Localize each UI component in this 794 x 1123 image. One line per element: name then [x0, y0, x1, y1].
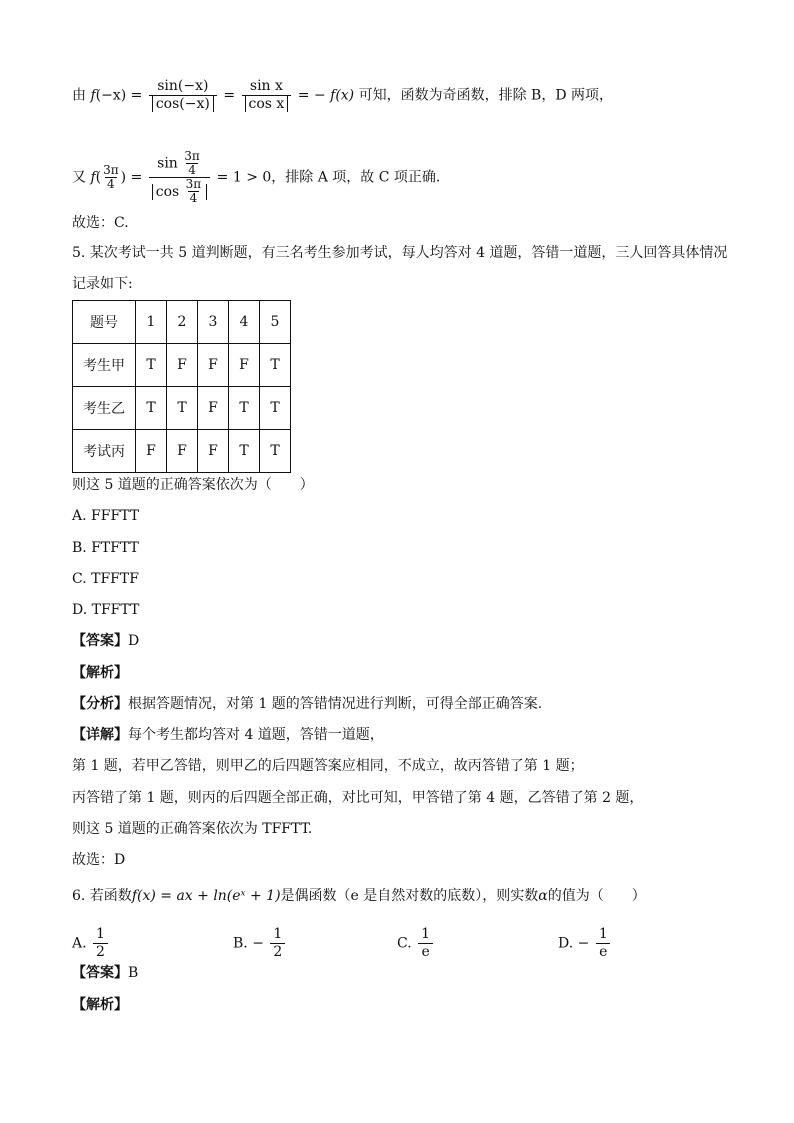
- q6-prefix: 6. 若函数: [72, 888, 132, 904]
- table-cell: T: [260, 387, 291, 430]
- q6-suffix: 的值为（ ）: [547, 888, 646, 904]
- math-paren: (: [95, 169, 102, 186]
- table-cell: 考试丙: [73, 430, 136, 473]
- math-eq: =: [223, 87, 236, 104]
- fraction: $\frac{1}{2}$: [270, 926, 285, 961]
- table-cell: 4: [229, 301, 260, 344]
- table-cell: 5: [260, 301, 291, 344]
- table-row: [73, 387, 291, 430]
- equation-line-f-3pi-4: [72, 150, 440, 205]
- table-cell: T: [136, 344, 167, 387]
- q5-fenxi: [72, 694, 542, 714]
- math-f: f: [90, 169, 96, 186]
- q5-detail-3: 则这 5 道题的正确答案依次为 TFFTT.: [72, 821, 313, 837]
- table-cell: F: [167, 344, 198, 387]
- math-fx: f(x): [330, 87, 355, 104]
- table-cell: T: [229, 387, 260, 430]
- fraction-sin-cos-3pi4: [149, 150, 210, 205]
- table-header-row: [73, 301, 291, 344]
- fraction: $\frac{1}{e}$: [418, 926, 433, 961]
- fraction-numerator: sin $\frac{3\pi}{4}$: [157, 149, 200, 177]
- xiangjie-label: 【详解】: [72, 727, 128, 743]
- answer-label: 【答案】: [72, 965, 128, 981]
- fraction-denominator: cos(−x): [152, 96, 214, 112]
- fraction: $\frac{1}{e}$: [596, 926, 611, 961]
- math-eq-neg: = −: [297, 87, 326, 104]
- table-cell: T: [260, 344, 291, 387]
- math-f: f: [90, 87, 96, 104]
- fraction-3pi-4: $\frac{3\pi}{4}$: [103, 163, 119, 191]
- math-eq-result: = 1 > 0: [216, 169, 272, 186]
- table-cell: F: [198, 344, 229, 387]
- q5-detail-1: 第 1 题，若甲乙答错，则甲乙的后四题答案应相同，不成立，故丙答错了第 1 题；: [72, 758, 584, 774]
- q5-option-c: C. TFFTF: [72, 571, 139, 587]
- q5-choice: 故选：D: [72, 852, 126, 868]
- fraction-sin-over-cos: [242, 78, 292, 113]
- text-conclusion: 可知，函数为奇函数，排除 B，D 两项，: [358, 87, 614, 104]
- q4-choice: 故选：C.: [72, 215, 129, 231]
- q6-analysis-label: 【解析】: [72, 997, 128, 1013]
- math-paren: ): [120, 169, 127, 186]
- math-arg: (−x): [95, 87, 127, 104]
- answer-value: D: [128, 633, 140, 649]
- table-cell: 2: [167, 301, 198, 344]
- q6-stem: [72, 886, 646, 906]
- answer-label: 【答案】: [72, 633, 128, 649]
- math-eq: =: [130, 87, 143, 104]
- q5-detail-2: 丙答错了第 1 题，则丙的后四题全部正确，对比可知，甲答错了第 4 题，乙答错了第 2 题，: [72, 790, 644, 806]
- table-cell: F: [198, 430, 229, 473]
- answer-table: [72, 300, 291, 473]
- q5-question: 则这 5 道题的正确答案依次为（ ）: [72, 477, 314, 493]
- q6-answer: [72, 963, 138, 983]
- table-cell: 考生乙: [73, 387, 136, 430]
- q6-option-d: D. − $\frac{1}{e}$: [558, 926, 613, 961]
- table-cell: F: [136, 430, 167, 473]
- table-cell: F: [229, 344, 260, 387]
- table-cell: T: [229, 430, 260, 473]
- text-conclusion: ，排除 A 项，故 C 项正确.: [271, 169, 441, 186]
- q6-option-b: B. − $\frac{1}{2}$: [233, 926, 287, 961]
- text-you: 又: [72, 169, 86, 186]
- fraction-sin-over-cos-neg: [149, 78, 217, 113]
- q5-analysis-label: 【解析】: [72, 665, 128, 681]
- fraction-numerator: sin x: [249, 78, 283, 94]
- q5-xiangjie: [72, 725, 384, 745]
- q5-option-a: A. FFFTT: [72, 508, 140, 524]
- q5-stem-line1: 5. 某次考试一共 5 道判断题，有三名考生参加考试，每人均答对 4 道题，答错一道题，三人回答具体情况: [72, 245, 728, 261]
- table-cell: 1: [136, 301, 167, 344]
- math-eq: =: [130, 169, 143, 186]
- q6-option-c: C. $\frac{1}{e}$: [397, 926, 435, 961]
- fraction: $\frac{1}{2}$: [93, 926, 108, 961]
- q6-mid: 是偶函数（e 是自然对数的底数），则实数: [280, 888, 539, 904]
- q6-option-a: A. $\frac{1}{2}$: [72, 926, 110, 961]
- q6-function: f(x) = ax + ln(eˣ + 1): [131, 888, 281, 904]
- table-cell: T: [167, 387, 198, 430]
- q5-option-d: D. TFFTT: [72, 602, 140, 618]
- table-cell: F: [198, 387, 229, 430]
- xiangjie-text: 每个考生都均答对 4 道题，答错一道题，: [128, 727, 384, 743]
- equation-line-odd-function: [72, 78, 613, 113]
- q5-answer: [72, 631, 139, 651]
- fenxi-label: 【分析】: [72, 696, 128, 712]
- table-cell: T: [136, 387, 167, 430]
- answer-value: B: [128, 965, 139, 981]
- fraction-numerator: sin(−x): [157, 78, 209, 94]
- table-cell: 3: [198, 301, 229, 344]
- table-cell: T: [260, 430, 291, 473]
- fraction-denominator: cos x: [245, 96, 289, 112]
- table-cell: F: [167, 430, 198, 473]
- q5-option-b: B. FTFTT: [72, 540, 139, 556]
- table-row: [73, 430, 291, 473]
- fraction-denominator: cos $\frac{3\pi}{4}$: [149, 177, 210, 205]
- q6-alpha: α: [538, 888, 548, 904]
- table-row: [73, 344, 291, 387]
- q5-stem-line2: 记录如下:: [72, 276, 133, 292]
- fenxi-text: 根据答题情况，对第 1 题的答错情况进行判断，可得全部正确答案.: [128, 696, 543, 712]
- table-cell: 题号: [73, 301, 136, 344]
- table-cell: 考生甲: [73, 344, 136, 387]
- text-you: 由: [72, 87, 86, 104]
